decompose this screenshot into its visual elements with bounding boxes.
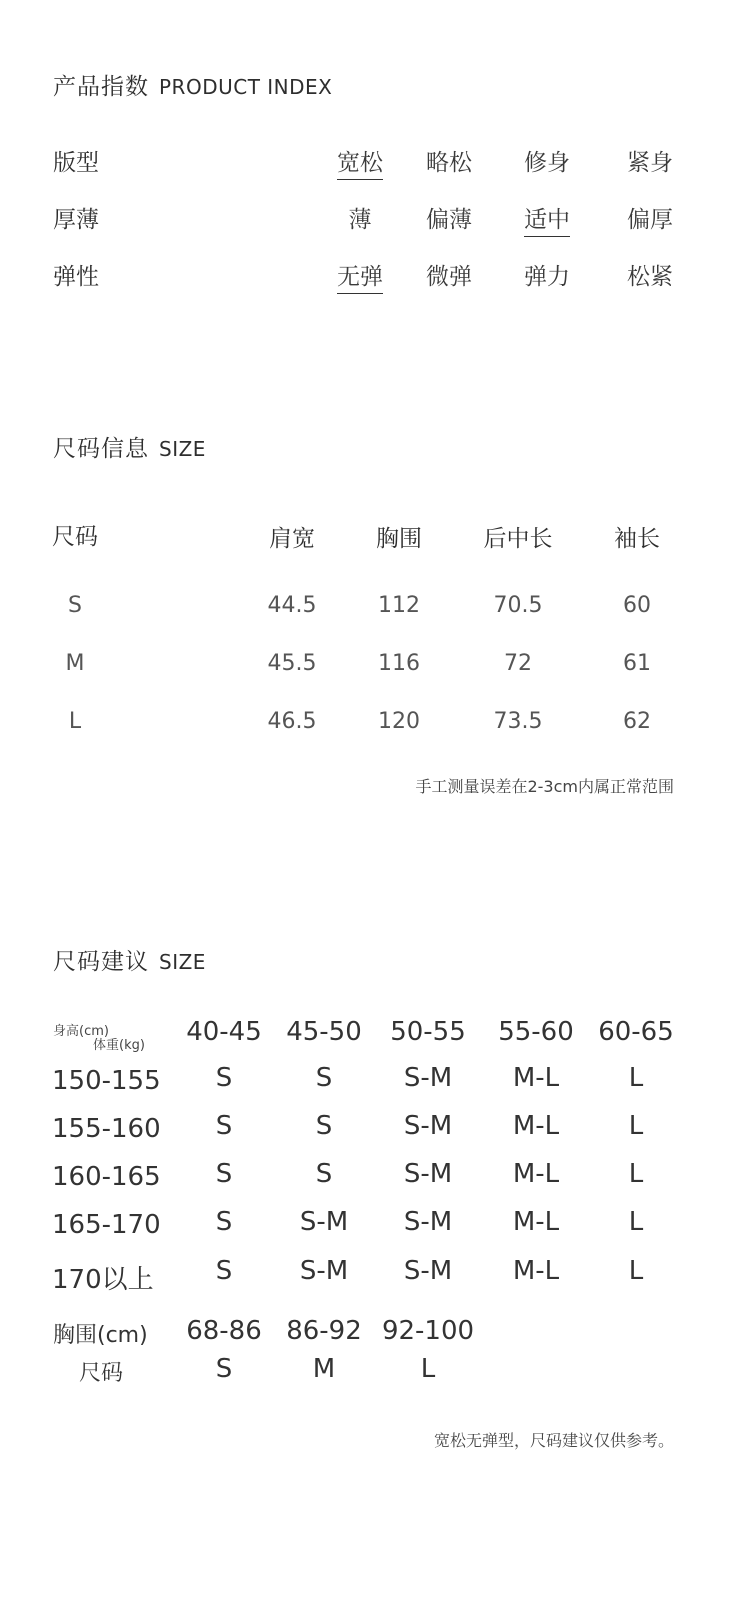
suggested-size-cell: M-L: [512, 1159, 560, 1189]
suggested-size-cell: S: [215, 1207, 233, 1237]
weight-range-header: 45-50: [286, 1017, 362, 1047]
suggested-size-cell: S-M: [299, 1207, 349, 1237]
weight-range-header: 55-60: [498, 1017, 574, 1047]
product-index-option-text: 偏薄: [426, 207, 472, 233]
suggested-size-cell: S: [315, 1063, 333, 1093]
product-index-option-text: 薄: [348, 207, 372, 233]
product-index-option: [615, 144, 685, 177]
product-index-option-selected: [512, 201, 582, 234]
product-index-option-text: 宽松: [337, 150, 383, 180]
product-index-option-text: 无弹: [337, 264, 383, 294]
product-index-option: [325, 201, 395, 234]
size-info-title: [53, 430, 206, 463]
product-index-option: [414, 258, 484, 291]
product-index-option-text: 修身: [524, 150, 570, 176]
measure-note: 手工测量误差在2-3cm内属正常范围: [415, 777, 674, 796]
suggested-size-cell: L: [628, 1256, 644, 1286]
bust-range-cell: 86-92: [286, 1316, 362, 1346]
product-index-option-text: 松紧: [627, 264, 673, 290]
suggested-size-cell: S-M: [403, 1159, 453, 1189]
height-range-label: 170以上: [52, 1265, 154, 1295]
product-index-label: 版型: [53, 150, 99, 176]
size-info-header: 肩宽: [269, 526, 315, 552]
size-info-cell: 60: [623, 593, 651, 618]
suggested-size-cell: S: [215, 1111, 233, 1141]
product-index-label: 弹性: [53, 264, 99, 290]
product-index-option-selected: [325, 144, 395, 177]
suggested-size-cell: S-M: [403, 1111, 453, 1141]
bust-size-cell: S: [215, 1354, 233, 1384]
size-info-cell: 46.5: [267, 709, 317, 734]
height-range-label: 155-160: [52, 1114, 161, 1144]
size-info-size: S: [68, 593, 82, 618]
suggested-size-cell: L: [628, 1159, 644, 1189]
bust-size-cell: L: [420, 1354, 436, 1384]
size-suggest-title-en: SIZE: [159, 950, 206, 974]
bust-label: 胸围(cm): [53, 1323, 148, 1348]
weight-range-header: 40-45: [186, 1017, 262, 1047]
size-info-size: M: [65, 651, 85, 676]
bust-range-cell: 68-86: [186, 1316, 262, 1346]
product-index-option: [414, 201, 484, 234]
product-index-title: [53, 68, 332, 101]
suggested-size-cell: L: [628, 1207, 644, 1237]
weight-range-header: 60-65: [598, 1017, 674, 1047]
size-info-cell: 120: [378, 709, 420, 734]
size-info-cell: 45.5: [267, 651, 317, 676]
bust-size-cell: M: [312, 1354, 336, 1384]
size-info-header: 袖长: [614, 526, 660, 552]
size-info-title-cn: 尺码信息: [53, 436, 149, 462]
suggested-size-cell: M-L: [512, 1256, 560, 1286]
product-index-option-text: 适中: [524, 207, 570, 237]
product-index-option: [615, 258, 685, 291]
suggested-size-cell: S-M: [403, 1063, 453, 1093]
suggested-size-cell: L: [628, 1111, 644, 1141]
corner-weight-label: 体重(kg): [93, 1038, 145, 1053]
suggested-size-cell: S-M: [403, 1256, 453, 1286]
suggested-size-cell: M-L: [512, 1063, 560, 1093]
suggest-note: 宽松无弹型，尺码建议仅供参考。: [433, 1431, 674, 1450]
height-range-label: 160-165: [52, 1162, 161, 1192]
size-info-cell: 72: [504, 651, 532, 676]
bust-size-label: 尺码: [79, 1361, 124, 1386]
suggested-size-cell: S: [215, 1256, 233, 1286]
suggested-size-cell: S: [215, 1159, 233, 1189]
size-info-cell: 44.5: [267, 593, 317, 618]
size-info-header: 胸围: [376, 526, 422, 552]
suggested-size-cell: M-L: [512, 1111, 560, 1141]
product-index-option-text: 微弹: [426, 264, 472, 290]
product-index-option: [512, 258, 582, 291]
size-info-header: 后中长: [483, 526, 553, 552]
suggested-size-cell: S: [315, 1159, 333, 1189]
product-index-option-text: 弹力: [524, 264, 570, 290]
suggested-size-cell: S: [215, 1063, 233, 1093]
product-index-option-text: 紧身: [627, 150, 673, 176]
size-suggest-title-cn: 尺码建议: [53, 949, 149, 975]
size-suggest-title: [53, 943, 206, 976]
size-info-size: L: [68, 709, 82, 734]
height-range-label: 150-155: [52, 1066, 161, 1096]
product-index-option: [414, 144, 484, 177]
product-index-title-cn: 产品指数: [53, 74, 149, 100]
size-info-cell: 62: [623, 709, 651, 734]
weight-range-header: 50-55: [390, 1017, 466, 1047]
size-info-cell: 70.5: [493, 593, 543, 618]
bust-range-cell: 92-100: [381, 1316, 475, 1346]
product-index-option: [512, 144, 582, 177]
size-info-cell: 73.5: [493, 709, 543, 734]
size-info-cell: 61: [623, 651, 651, 676]
size-info-header: 尺码: [52, 524, 98, 550]
product-index-label: 厚薄: [53, 207, 99, 233]
size-info-cell: 116: [378, 651, 420, 676]
product-index-option-selected: [325, 258, 395, 291]
product-index-option: [615, 201, 685, 234]
suggested-size-cell: S-M: [299, 1256, 349, 1286]
product-index-title-en: PRODUCT INDEX: [159, 75, 333, 99]
product-index-option-text: 偏厚: [627, 207, 673, 233]
product-index-option-text: 略松: [426, 150, 472, 176]
corner-height-label: 身高(cm): [53, 1024, 109, 1039]
suggested-size-cell: L: [628, 1063, 644, 1093]
suggested-size-cell: M-L: [512, 1207, 560, 1237]
height-range-label: 165-170: [52, 1210, 161, 1240]
size-info-title-en: SIZE: [159, 437, 206, 461]
suggested-size-cell: S-M: [403, 1207, 453, 1237]
size-info-cell: 112: [378, 593, 420, 618]
suggested-size-cell: S: [315, 1111, 333, 1141]
